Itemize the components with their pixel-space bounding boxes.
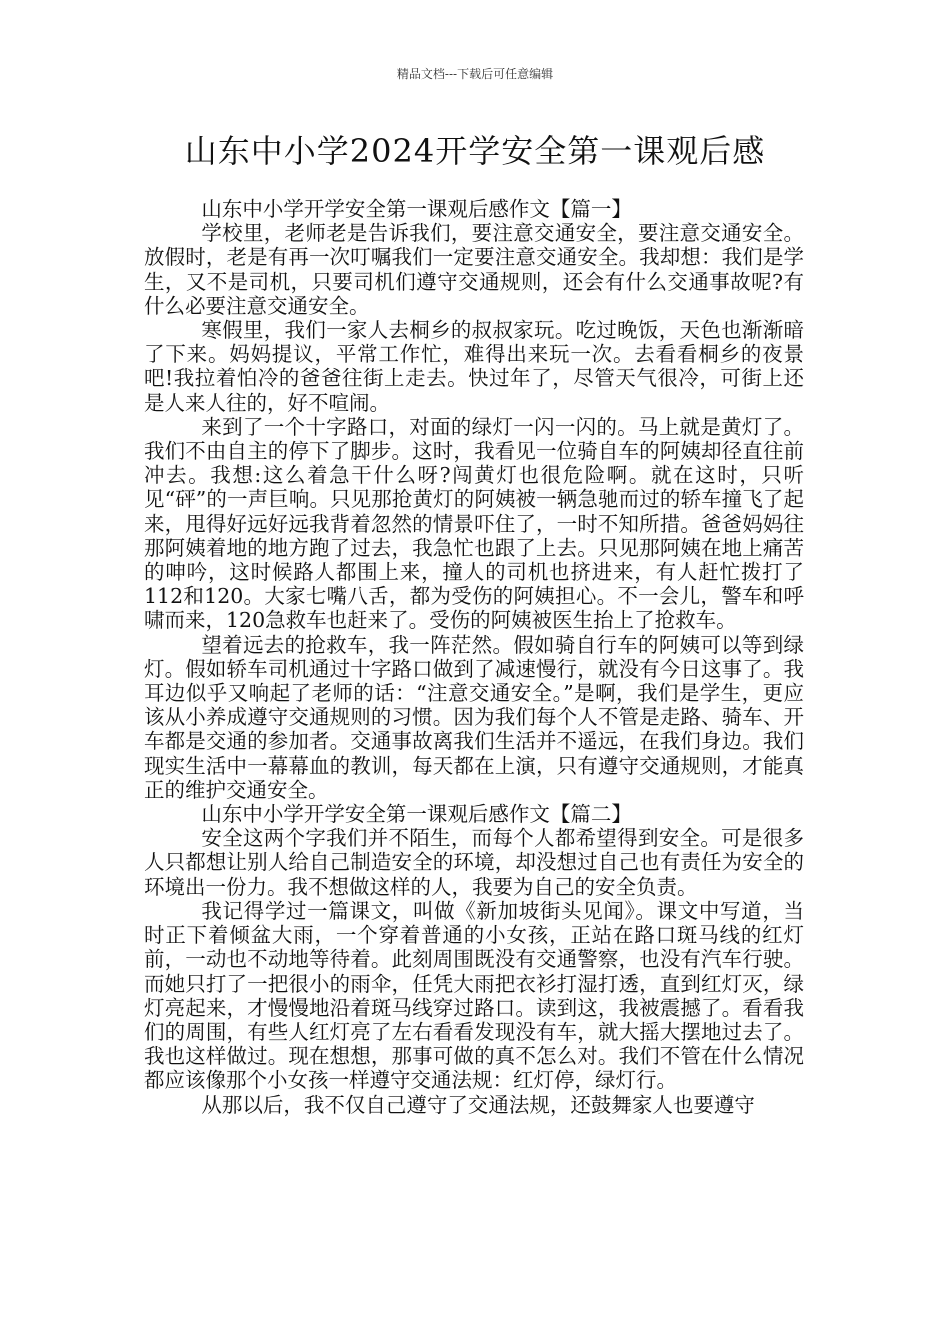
- paragraph: 从那以后，我不仅自己遵守了交通法规，还鼓舞家人也要遵守: [201, 1092, 755, 1117]
- section-heading-part-one: 山东中小学开学安全第一课观后感作文【篇一】: [201, 197, 632, 221]
- document-body: [144, 197, 804, 1117]
- page-header-note: 精品文档---下载后可任意编辑: [396, 67, 554, 81]
- paragraph: 安全这两个字我们并不陌生，而每个人都希望得到安全。可是很多人只都想让别人给自己制造安全的环境，却没想过自己也有责任为安全的环境出一份力。我不想做这样的人，我要为自己的安全负责。: [144, 826, 804, 899]
- section-heading-part-two: 山东中小学开学安全第一课观后感作文【篇二】: [201, 802, 632, 827]
- document-title: 山东中小学2024开学安全第一课观后感: [184, 132, 766, 170]
- paragraph: 学校里，老师老是告诉我们，要注意交通安全，要注意交通安全。放假时，老是有再一次叮嘱我们一定要注意交通安全。我却想：我们是学生，又不是司机，只要司机们遵守交通规则，还会有什么交通事故呢?有什么必要注意交通安全。: [144, 221, 804, 318]
- paragraph: 寒假里，我们一家人去桐乡的叔叔家玩。吃过晚饭，天色也渐渐暗了下来。妈妈提议，平常工作忙，难得出来玩一次。去看看桐乡的夜景吧!我拉着怕冷的爸爸往街上走去。快过年了，尽管天气很冷，可街上还是人来人往的，好不喧闹。: [144, 318, 804, 415]
- paragraph: 望着远去的抢救车，我一阵茫然。假如骑自行车的阿姨可以等到绿灯。假如轿车司机通过十字路口做到了减速慢行，就没有今日这事了。我耳边似乎又响起了老师的话：“注意交通安全。”是啊，我们是学生，更应该从小养成遵守交通规则的习惯。因为我们每个人不管是走路、骑车、开车都是交通的参加者。交通事故离我们生活并不遥远，在我们身边。我们现实生活中一幕幕血的教训，每天都在上演，只有遵守交通规则，才能真正的维护交通安全。: [144, 632, 804, 802]
- paragraph: 我记得学过一篇课文，叫做《新加坡街头见闻》。课文中写道，当时正下着倾盆大雨，一个穿着普通的小女孩，正站在路口斑马线的红灯前，一动也不动地等待着。此刻周围既没有交通警察，也没有汽车行驶。而她只打了一把很小的雨伞，任凭大雨把衣衫打湿打透，直到红灯灭，绿灯亮起来，才慢慢地沿着斑马线穿过路口。读到这，我被震撼了。看看我们的周围，有些人红灯亮了左右看看发现没有车，就大摇大摆地过去了。我也这样做过。现在想想，那事可做的真不怎么对。我们不管在什么情况都应该像那个小女孩一样遵守交通法规：红灯停，绿灯行。: [144, 898, 804, 1093]
- paragraph: 来到了一个十字路口，对面的绿灯一闪一闪的。马上就是黄灯了。我们不由自主的停下了脚步。这时，我看见一位骑自车的阿姨却径直往前冲去。我想:这么着急干什么呀?闯黄灯也很危险啊。就在这时，只听见“砰”的一声巨响。只见那抢黄灯的阿姨被一辆急驰而过的轿车撞飞了起来，甩得好远好远我背着忽然的情景吓住了，一时不知所措。爸爸妈妈往那阿姨着地的地方跑了过去，我急忙也跟了上去。只见那阿姨在地上痛苦的呻吟，这时候路人都围上来，撞人的司机也挤进来，有人赶忙拨打了112和120。大家七嘴八舌，都为受伤的阿姨担心。不一会儿，警车和呼啸而来，120急救车也赶来了。受伤的阿姨被医生抬上了抢救车。: [144, 414, 804, 633]
